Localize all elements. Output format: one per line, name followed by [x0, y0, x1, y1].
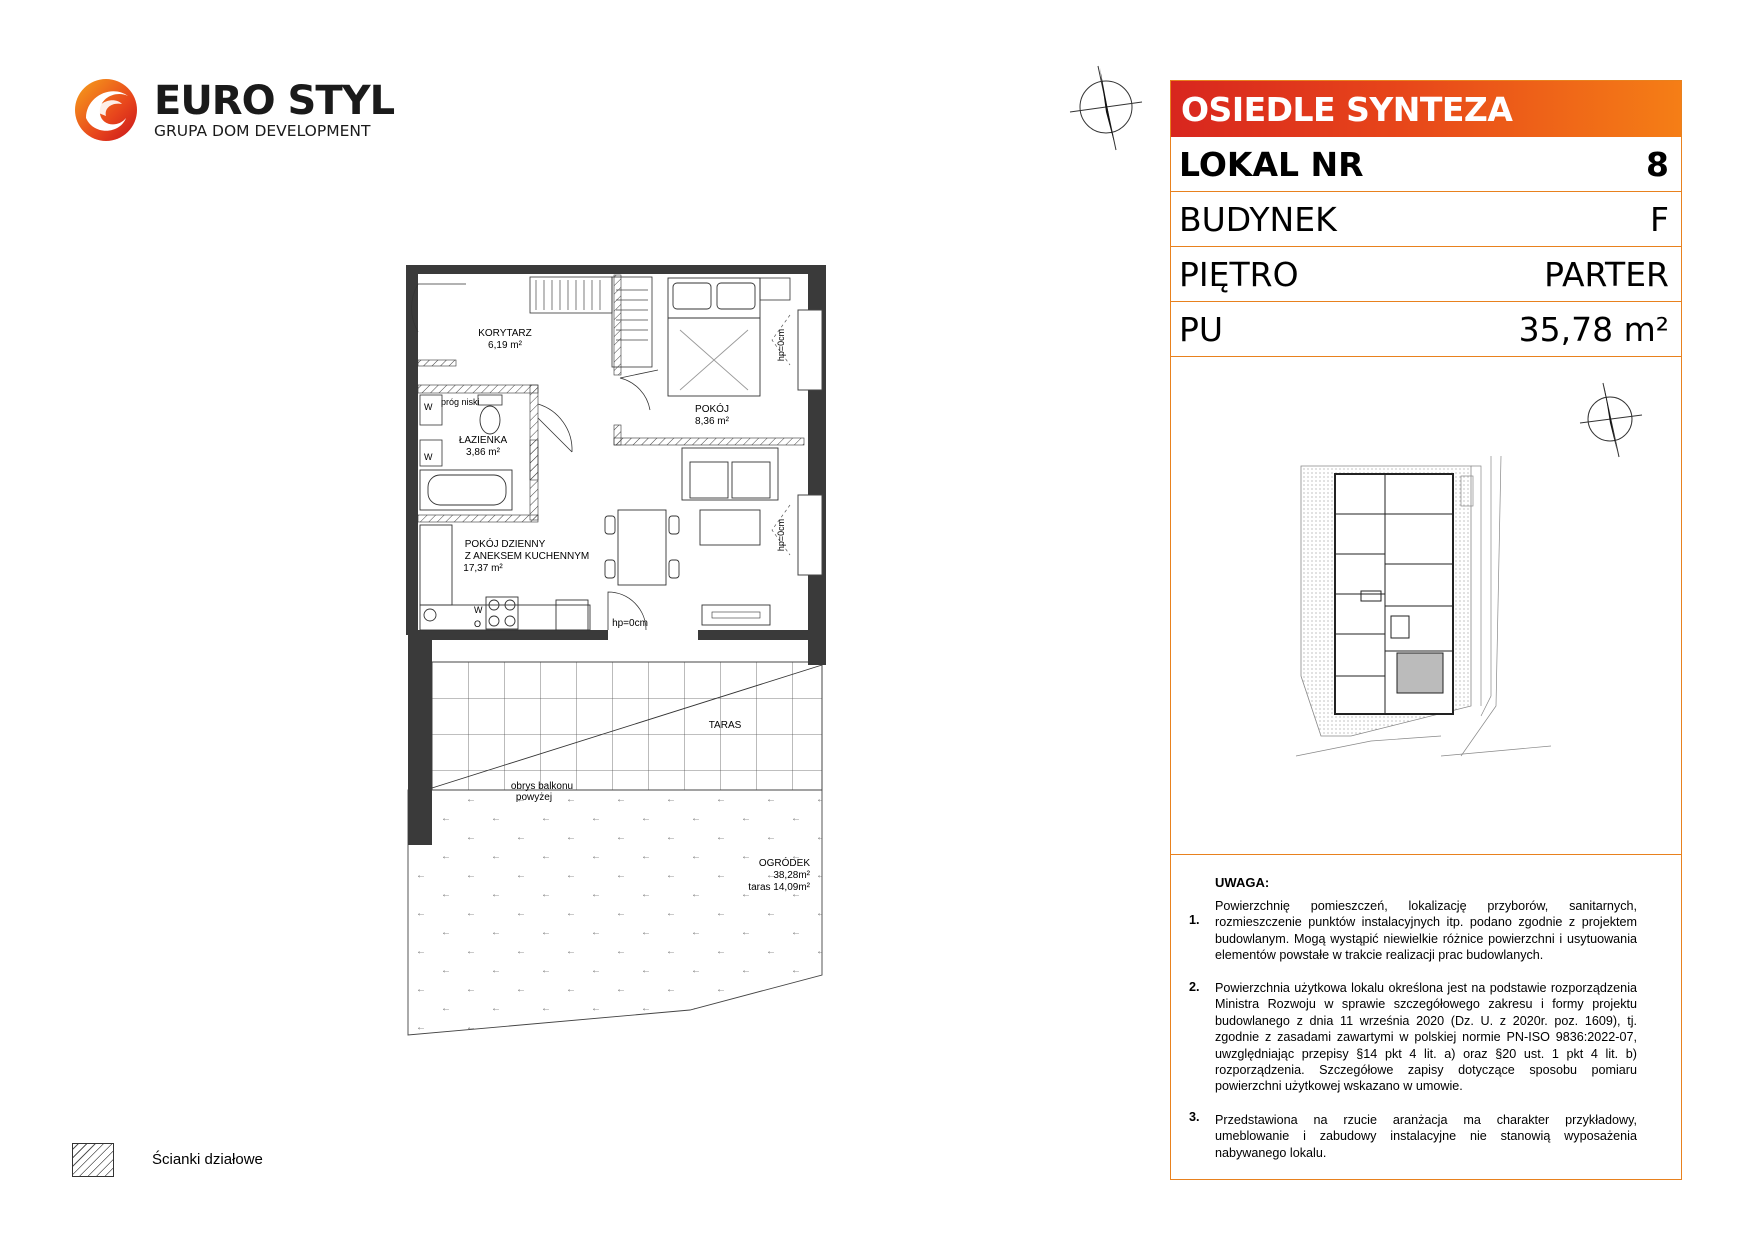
- room-lazienka-area: 3,86 m²: [466, 447, 500, 458]
- notes-section: [1171, 854, 1681, 1181]
- north-arrow-small-icon: [1576, 379, 1646, 459]
- o-label: O: [474, 619, 482, 629]
- room-pokoj-name: POKÓJ: [695, 404, 729, 415]
- site-plan-highlight: [1397, 653, 1443, 693]
- wall-top: [406, 265, 826, 274]
- note-2-text: Powierzchnia użytkowa lokalu określona jest na podstawie rozporządzenia Ministra Rozwoju w sprawie szczegółowego zakresu i formy projektu budowlanego z dnia 11 września 2020 (Dz. U. z 2020r. poz. 1609), tj. zgodnie z zasadami zawartymi w polskiej normie PN-ISO 9836:2022-07, uwzględniając przepisy §14 pkt 4 lit. a) oraz §20 ust. 1 pkt 4 lit. b) rozporządzenia. Szczegółowe zapisy dotyczące sposobu pomiaru powierzchni użytkowej wskazano w umowie.: [1215, 981, 1637, 1094]
- note-2-number: 2.: [1189, 980, 1200, 994]
- obrys-label-2: powyżej: [515, 792, 553, 803]
- w-label-1: W: [424, 402, 433, 412]
- note-3-number: 3.: [1189, 1110, 1200, 1124]
- row-lokal: [1171, 137, 1681, 192]
- ogrodek-name: OGRÓDEK: [758, 858, 810, 869]
- room-dzienny-name2: Z ANEKSEM KUCHENNYM: [464, 551, 590, 562]
- row-pu-label: PU: [1179, 310, 1224, 349]
- notes-title: UWAGA:: [1215, 875, 1270, 890]
- note-3-text: Przedstawiona na rzucie aranżacja ma charakter przykładowy, umeblowanie i zabudowy instalacyjne nie stanowią wyposażenia nabywanego lokalu.: [1215, 1113, 1637, 1160]
- row-budynek-value: F: [1650, 200, 1669, 239]
- sofa: [682, 448, 778, 500]
- obrys-label: obrys balkonu: [510, 781, 574, 792]
- info-panel: [1170, 80, 1682, 1180]
- room-dzienny-name: POKÓJ DZIENNY: [464, 539, 546, 550]
- euro-styl-logo: [72, 74, 395, 144]
- site-plan: [1291, 456, 1551, 766]
- row-lokal-label: LOKAL NR: [1179, 145, 1364, 184]
- row-pietro: [1171, 247, 1681, 302]
- wardrobe: [530, 277, 652, 367]
- hp-label-door: hp=0cm: [612, 618, 648, 629]
- ogrodek-taras: taras 14,09m²: [748, 882, 810, 893]
- north-arrow-icon: [1068, 62, 1148, 152]
- legend-label: Ścianki działowe: [152, 1151, 263, 1168]
- room-korytarz-name: KORYTARZ: [478, 328, 532, 339]
- wm-label: W: [474, 605, 483, 615]
- toilet: [480, 406, 500, 434]
- hp-label-window-2: hp=0cm: [776, 518, 786, 552]
- panel-header: [1171, 81, 1681, 137]
- row-pu-value: 35,78 m²: [1518, 310, 1669, 349]
- floor-plan: [380, 250, 840, 1040]
- row-pu: [1171, 302, 1681, 357]
- room-pokoj-area: 8,36 m²: [695, 416, 729, 427]
- row-pietro-value: PARTER: [1544, 255, 1669, 294]
- taras-label: TARAS: [708, 720, 742, 731]
- legend-hatch-swatch: [72, 1143, 114, 1177]
- hp-label-window-1: hp=0cm: [776, 328, 786, 362]
- bathtub: [420, 470, 512, 510]
- ogrodek-area: 38,28m²: [773, 870, 810, 881]
- bed: [668, 278, 760, 396]
- garden-area: [408, 790, 822, 1035]
- room-korytarz-area: 6,19 m²: [488, 340, 522, 351]
- note-1-text: Powierzchnię pomieszczeń, lokalizację przyborów, sanitarnych, rozmieszczenie punktów instalacyjnych itp. podano zgodnie z projektem budowlanym. Mogą wystąpić niewielkie różnice powierzchni i usytuowania elementów powstałe w trakcie realizacji prac budowlanych.: [1215, 899, 1637, 963]
- prog-label: próg niski: [441, 397, 480, 407]
- dining-table: [605, 510, 679, 585]
- note-1-number: 1.: [1189, 913, 1200, 927]
- row-budynek-label: BUDYNEK: [1179, 200, 1337, 239]
- row-lokal-value: 8: [1646, 145, 1669, 184]
- estate-name: OSIEDLE SYNTEZA: [1181, 90, 1513, 129]
- terrace-area: [432, 662, 822, 790]
- room-dzienny-area: 17,37 m²: [463, 563, 503, 574]
- w-label-2: W: [424, 452, 433, 462]
- row-pietro-label: PIĘTRO: [1179, 255, 1299, 294]
- logo-subtitle: GRUPA DOM DEVELOPMENT: [154, 122, 371, 140]
- logo-title: EURO STYL: [154, 78, 395, 124]
- room-lazienka-name: ŁAZIENKA: [458, 435, 508, 446]
- row-budynek: [1171, 192, 1681, 247]
- logo-flame-icon: [72, 74, 142, 144]
- wall-left: [406, 265, 418, 635]
